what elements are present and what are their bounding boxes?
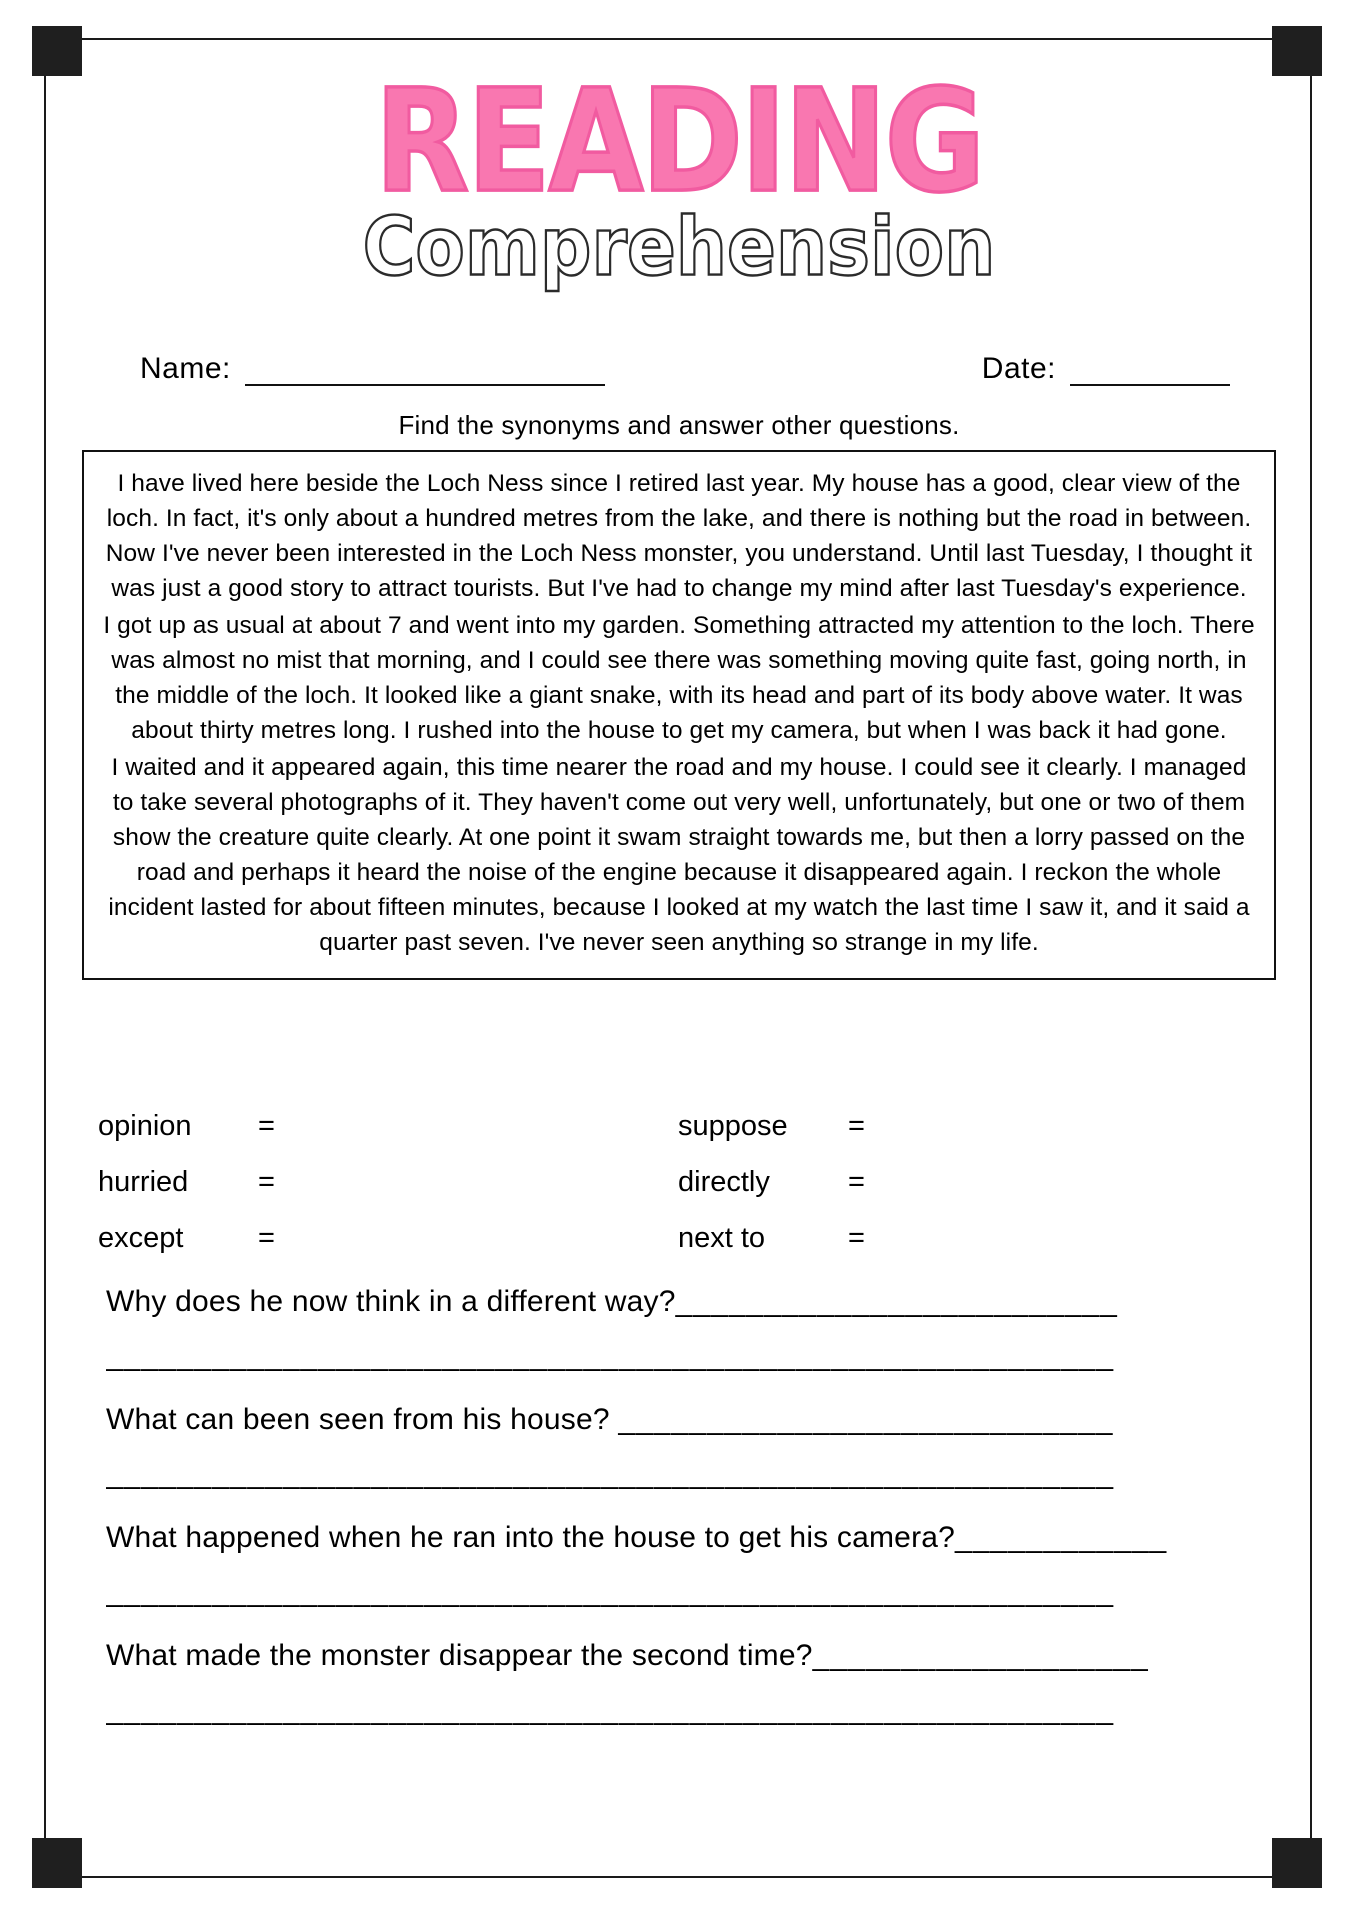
question-line-4 (106, 1632, 1266, 1680)
equals-sign: = (848, 1166, 865, 1198)
instruction-text: Find the synonyms and answer other questions. (398, 410, 960, 440)
passage-paragraph-1: I have lived here beside the Loch Ness since I retired last year. My house has a good, clear view of the loch. In fact, it's only about a hundred metres from the lake, and there is nothing but the road in between. Now I've never been interested in the Loch Ness monster, you understand. Until last Tuesday, I thought it was just a good story to attract tourists. But I've had to change my mind after last Tuesday's experience. (105, 470, 1253, 602)
question-text-2: What can been seen from his house? (106, 1403, 619, 1436)
synonym-row (98, 1110, 1258, 1166)
synonym-row (98, 1166, 1258, 1222)
synonym-word: opinion (98, 1110, 192, 1142)
question-inline-blank-4[interactable]: ___________________ (812, 1639, 1149, 1672)
name-field-group (140, 352, 605, 386)
synonym-item-except[interactable] (98, 1222, 678, 1255)
synonym-word: directly (678, 1166, 770, 1198)
questions-section (106, 1278, 1266, 1750)
answer-blank-4[interactable]: _________________________________________________________ (106, 1693, 1115, 1726)
question-line-2 (106, 1396, 1266, 1444)
date-label: Date: (981, 352, 1056, 385)
name-label: Name: (140, 352, 231, 385)
question-block-4 (106, 1632, 1266, 1740)
synonym-word: suppose (678, 1110, 788, 1142)
question-block-3 (106, 1514, 1266, 1622)
passage-paragraph-3: I waited and it appeared again, this time nearer the road and my house. I could see it clearly. I managed to take several photographs of it. They haven't come out very well, unfortunately, but one or two of them show the creature quite clearly. At one point it swam straight towards me, but then a lorry passed on the road and perhaps it heard the noise of the engine because it disappeared again. I reckon the whole incident lasted for about fifteen minutes, because I looked at my watch the last time I saw it, and it said a quarter past seven. I've never seen anything so strange in my life. (108, 754, 1250, 956)
question-line-3 (106, 1514, 1266, 1562)
equals-sign: = (258, 1222, 275, 1254)
question-inline-blank-1[interactable]: _________________________ (675, 1285, 1118, 1318)
passage-paragraph-2: I got up as usual at about 7 and went into my garden. Something attracted my attention to the loch. There was almost no mist that morning, and I could see there was something moving quite fast, going north, in the middle of the loch. It looked like a giant snake, with its head and part of its body above water. It was about thirty metres long. I rushed into the house to get my camera, but when I was back it had gone. (103, 612, 1255, 744)
equals-sign: = (848, 1110, 865, 1142)
answer-blank-3[interactable]: _________________________________________________________ (106, 1575, 1115, 1608)
answer-blank-1[interactable]: _________________________________________________________ (106, 1339, 1115, 1372)
synonym-item-directly[interactable] (678, 1166, 1258, 1199)
synonym-item-hurried[interactable] (98, 1166, 678, 1199)
title-main: READING (374, 60, 984, 225)
synonym-word: next to (678, 1222, 766, 1254)
question-block-1 (106, 1278, 1266, 1386)
corner-mark-top-left (32, 26, 82, 76)
synonym-item-opinion[interactable] (98, 1110, 678, 1143)
equals-sign: = (848, 1222, 865, 1254)
synonym-word: except (98, 1222, 184, 1254)
synonym-item-next-to[interactable] (678, 1222, 1258, 1255)
question-inline-blank-2[interactable]: ____________________________ (618, 1403, 1114, 1436)
equals-sign: = (258, 1166, 275, 1198)
question-line-1 (106, 1278, 1266, 1326)
synonyms-grid (98, 1110, 1258, 1278)
name-input-blank[interactable] (245, 354, 605, 386)
name-date-row (140, 352, 1230, 396)
title-subtitle: Comprehension (362, 199, 996, 294)
corner-mark-bottom-right (1272, 1838, 1322, 1888)
question-text-1: Why does he now think in a different way? (106, 1285, 676, 1318)
question-block-2 (106, 1396, 1266, 1504)
corner-mark-top-right (1272, 26, 1322, 76)
equals-sign: = (258, 1110, 275, 1142)
synonym-word: hurried (98, 1166, 189, 1198)
synonym-row (98, 1222, 1258, 1278)
question-text-4: What made the monster disappear the second time? (106, 1639, 813, 1672)
question-text-3: What happened when he ran into the house to get his camera? (106, 1521, 956, 1554)
reading-passage-box (82, 450, 1276, 980)
date-input-blank[interactable] (1070, 354, 1230, 386)
corner-mark-bottom-left (32, 1838, 82, 1888)
answer-blank-2[interactable]: _________________________________________________________ (106, 1457, 1115, 1490)
question-inline-blank-3[interactable]: ____________ (955, 1521, 1168, 1554)
date-field-group (982, 352, 1230, 386)
synonym-item-suppose[interactable] (678, 1110, 1258, 1143)
